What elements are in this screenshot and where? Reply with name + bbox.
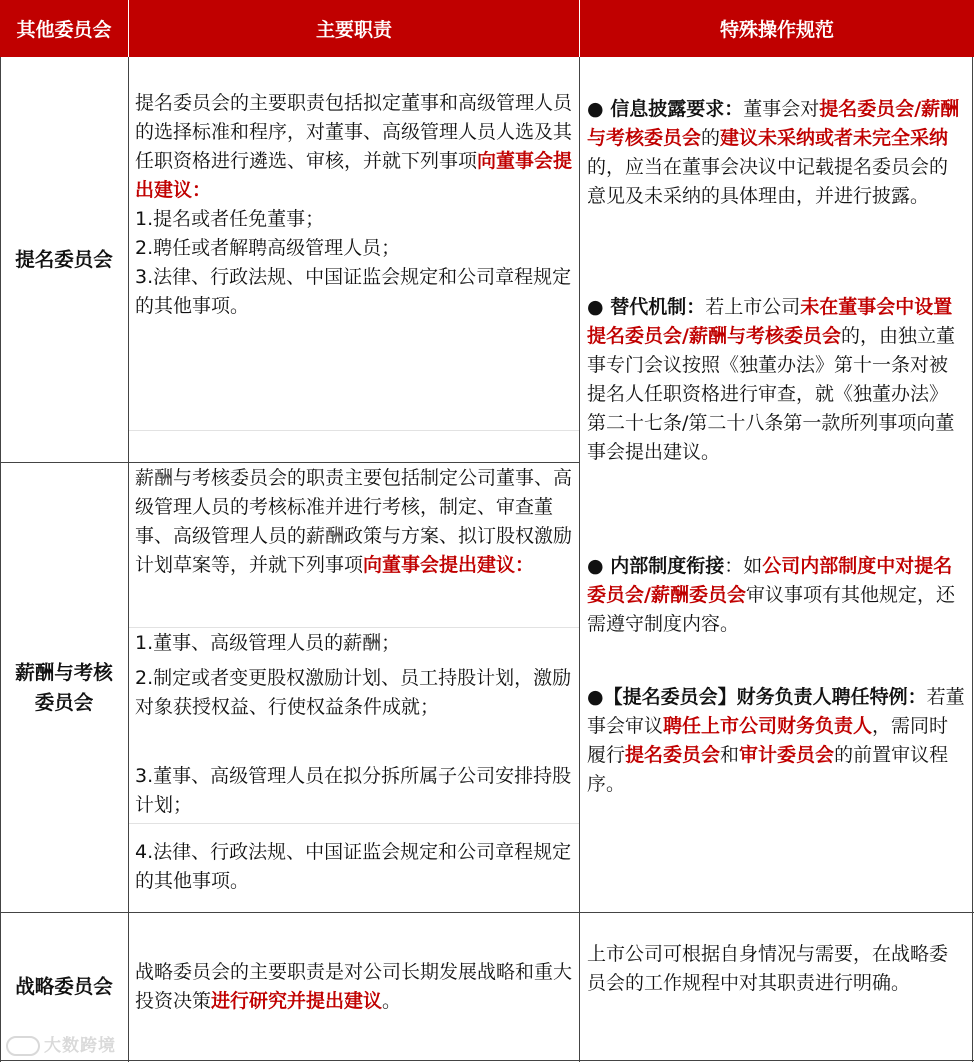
strategy-duties <box>135 958 573 1016</box>
strategy-special: 上市公司可根据自身情况与需要，在战略委员会的工作规程中对其职责进行明确。 <box>587 943 949 994</box>
rule-text: ：如 <box>724 555 763 577</box>
grid-line <box>0 912 974 913</box>
rule-substitute <box>587 293 965 467</box>
duty-item: 2.制定或者变更股权激励计划、员工持股计划，激励对象获授权益、行使权益条件成就； <box>135 667 572 718</box>
duty-item: 2.聘任或者解聘高级管理人员； <box>135 237 401 259</box>
rule-text: ，需同时履行 <box>587 715 949 766</box>
grid-line <box>129 823 579 824</box>
watermark <box>6 1031 116 1056</box>
duties-highlight: 向董事会提出建议： <box>363 554 535 576</box>
rule-title: ● 信息披露要求： <box>587 98 744 120</box>
rule-highlight: 聘任上市公司财务负责人 <box>663 715 873 737</box>
rule-title: ●【提名委员会】财务负责人聘任特例： <box>587 686 927 708</box>
rule-title: ● 内部制度衔接 <box>587 555 725 577</box>
duty-item: 3.董事、高级管理人员在拟分拆所属子公司安排持股计划； <box>135 765 572 816</box>
duty-item: 4.法律、行政法规、中国证监会规定和公司章程规定的其他事项。 <box>135 841 572 892</box>
committee-name-text: 薪酬与考核 <box>15 660 113 684</box>
duties-text: 。 <box>382 990 402 1012</box>
committee-name-nomination <box>0 58 128 462</box>
committee-name-compensation <box>0 463 128 912</box>
rule-internal <box>587 552 965 639</box>
rule-highlight: 审计委员会 <box>739 744 835 766</box>
rule-text: 和 <box>720 744 740 766</box>
rule-highlight: 建议未采纳或者未完全采纳 <box>720 127 949 149</box>
header-col-duties: 主要职责 <box>129 0 579 57</box>
duty-item: 3.法律、行政法规、中国证监会规定和公司章程规定的其他事项。 <box>135 266 572 317</box>
duties-text: 提名委员会的主要职责包括拟定董事和高级管理人员的选择标准和程序，对董事、高级管理人员人选及其任职资格进行遴选、审核，并就下列事项 <box>135 92 573 172</box>
rule-text: 若董事会审议 <box>587 686 965 737</box>
rule-text: 的 <box>701 127 721 149</box>
rule-disclosure <box>587 95 965 211</box>
rule-text: 的，由独立董事专门会议按照《独董办法》第十一条对被提名人任职资格进行审查，就《独董办法》第二十七条/第二十八条第一款所列事项向董事会提出建议。 <box>587 325 955 463</box>
rule-text: 审议事项有其他规定，还需遵守制度内容。 <box>587 584 955 635</box>
grid-line <box>129 627 579 628</box>
rule-highlight: 公司内部制度中对提名委员会/薪酬委员会 <box>587 555 953 606</box>
rule-highlight: 未在董事会中设置提名委员会/薪酬与考核委员会 <box>587 296 953 347</box>
nomination-duties <box>135 89 573 321</box>
committee-name-text: 委员会 <box>34 690 94 714</box>
rule-title: ● 替代机制： <box>587 296 706 318</box>
rule-text: 的前置审议程序。 <box>587 744 949 795</box>
rule-highlight: 提名委员会 <box>625 744 721 766</box>
grid-line <box>129 430 579 431</box>
rule-text: 若上市公司 <box>705 296 801 318</box>
committee-name-text: 提名委员会 <box>15 248 113 271</box>
watermark-text: 大数跨境 <box>44 1036 116 1056</box>
duties-text: 战略委员会的主要职责是对公司长期发展战略和重大投资决策 <box>135 961 573 1012</box>
duties-highlight: 向董事会提出建议： <box>135 150 573 201</box>
watermark-logo-icon <box>6 1036 40 1056</box>
grid-line <box>0 1060 974 1061</box>
rule-cfo <box>587 683 965 799</box>
duty-item: 1.董事、高级管理人员的薪酬； <box>135 632 401 654</box>
header-col-committee: 其他委员会 <box>0 0 128 57</box>
duties-text: 薪酬与考核委员会的职责主要包括制定公司董事、高级管理人员的考核标准并进行考核，制定、审查董事、高级管理人员的薪酬政策与方案、拟订股权激励计划草案等，并就下列事项 <box>135 467 573 576</box>
rule-highlight: 提名委员会/薪酬与考核委员会 <box>587 98 960 149</box>
compensation-duties <box>135 464 573 580</box>
duties-highlight: 进行研究并提出建议 <box>211 990 383 1012</box>
duty-item: 1.提名或者任免董事； <box>135 208 325 230</box>
committee-name-text: 战略委员会 <box>15 974 113 998</box>
header-col-special: 特殊操作规范 <box>580 0 974 57</box>
rule-text: 的，应当在董事会决议中记载提名委员会的意见及未采纳的具体理由，并进行披露。 <box>587 156 949 207</box>
rule-text: 董事会对 <box>743 98 820 120</box>
